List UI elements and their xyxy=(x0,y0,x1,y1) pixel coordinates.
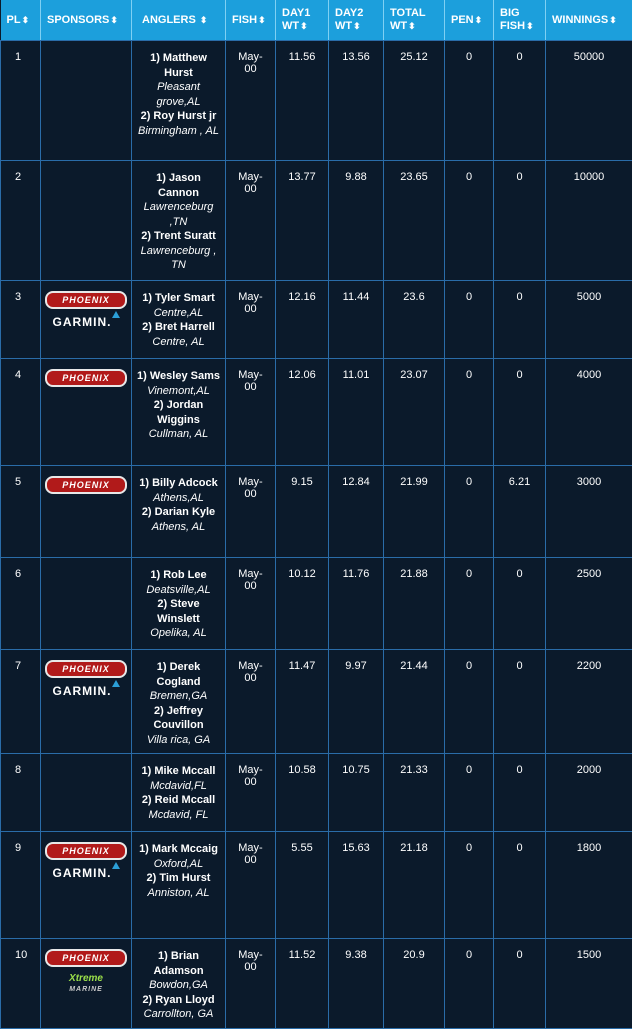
day1-weight-cell: 11.47 xyxy=(276,650,329,754)
big-fish-cell: 0 xyxy=(494,281,546,359)
angler-1-location: Mcdavid,FL xyxy=(150,780,207,792)
col-header-pl[interactable]: PL⬍ xyxy=(1,0,41,41)
anglers-cell xyxy=(132,650,226,754)
sponsors-cell xyxy=(41,832,132,939)
fish-cell: May-00 xyxy=(226,359,276,466)
total-weight-cell: 25.12 xyxy=(384,41,445,161)
sponsors-cell xyxy=(41,754,132,832)
table-body xyxy=(1,41,632,1029)
big-fish-cell: 0 xyxy=(494,832,546,939)
winnings-cell: 2500 xyxy=(546,558,632,650)
angler-1-name: 1) Wesley Sams xyxy=(137,370,220,382)
table-row xyxy=(1,558,632,650)
table-row xyxy=(1,281,632,359)
angler-2-name: 2) Darian Kyle xyxy=(142,506,215,518)
angler-1-name: 1) Derek Cogland xyxy=(157,661,201,688)
big-fish-cell: 0 xyxy=(494,558,546,650)
big-fish-cell: 0 xyxy=(494,650,546,754)
angler-2-location: Carrollton, GA xyxy=(144,1008,214,1020)
total-weight-cell: 23.07 xyxy=(384,359,445,466)
winnings-cell: 1500 xyxy=(546,939,632,1029)
fish-cell: May-00 xyxy=(226,161,276,281)
sort-icon: ⬍ xyxy=(475,15,483,25)
winnings-cell: 2000 xyxy=(546,754,632,832)
angler-2-name: 2) Roy Hurst jr xyxy=(141,110,217,122)
angler-2-name: 2) Jordan Wiggins xyxy=(154,399,204,426)
day2-weight-cell: 9.88 xyxy=(329,161,384,281)
angler-1-location: Pleasant grove,AL xyxy=(156,81,200,108)
angler-1-location: Oxford,AL xyxy=(154,858,204,870)
day2-weight-cell: 11.44 xyxy=(329,281,384,359)
phoenix-logo: PHOENIX xyxy=(45,842,127,860)
total-weight-cell: 23.65 xyxy=(384,161,445,281)
angler-2-location: Opelika, AL xyxy=(150,627,206,639)
angler-2-location: Birmingham , AL xyxy=(138,125,219,137)
anglers-cell xyxy=(132,466,226,558)
anglers-cell xyxy=(132,832,226,939)
sponsors-cell xyxy=(41,650,132,754)
table-row xyxy=(1,832,632,939)
fish-cell: May-00 xyxy=(226,832,276,939)
angler-1-name: 1) Rob Lee xyxy=(150,569,206,581)
phoenix-logo: PHOENIX xyxy=(45,476,127,494)
angler-1-name: 1) Mark Mccaig xyxy=(139,843,218,855)
sort-icon: ⬍ xyxy=(200,15,208,25)
sponsors-cell xyxy=(41,161,132,281)
penalty-cell: 0 xyxy=(445,650,494,754)
angler-1-name: 1) Billy Adcock xyxy=(139,477,217,489)
winnings-cell: 5000 xyxy=(546,281,632,359)
day1-weight-cell: 5.55 xyxy=(276,832,329,939)
angler-2-name: 2) Reid Mccall xyxy=(142,794,215,806)
sort-icon: ⬍ xyxy=(22,15,30,25)
big-fish-cell: 0 xyxy=(494,359,546,466)
winnings-cell: 10000 xyxy=(546,161,632,281)
col-header-sponsors[interactable]: SPONSORS⬍ xyxy=(41,0,132,41)
penalty-cell: 0 xyxy=(445,558,494,650)
place-cell: 5 xyxy=(1,466,41,558)
col-header-winnings[interactable]: WINNINGS⬍ xyxy=(546,0,632,41)
day1-weight-cell: 9.15 xyxy=(276,466,329,558)
day1-weight-cell: 13.77 xyxy=(276,161,329,281)
angler-2-location: Cullman, AL xyxy=(149,428,209,440)
day2-weight-cell: 9.97 xyxy=(329,650,384,754)
table-row xyxy=(1,754,632,832)
place-cell: 10 xyxy=(1,939,41,1029)
table-row xyxy=(1,41,632,161)
angler-1-name: 1) Brian Adamson xyxy=(153,950,203,977)
angler-1-location: Deatsville,AL xyxy=(146,584,210,596)
angler-1-location: Centre,AL xyxy=(154,307,204,319)
sort-icon: ⬍ xyxy=(408,21,416,31)
table-row xyxy=(1,650,632,754)
angler-2-location: Anniston, AL xyxy=(148,887,210,899)
angler-1-location: Bowdon,GA xyxy=(149,979,208,991)
garmin-triangle-icon xyxy=(112,862,120,869)
table-row xyxy=(1,939,632,1029)
penalty-cell: 0 xyxy=(445,359,494,466)
garmin-triangle-icon xyxy=(112,680,120,687)
phoenix-logo: PHOENIX xyxy=(45,291,127,309)
angler-1-location: Vinemont,AL xyxy=(147,385,210,397)
garmin-logo: GARMIN. xyxy=(53,866,120,880)
day1-weight-cell: 11.56 xyxy=(276,41,329,161)
angler-2-name: 2) Bret Harrell xyxy=(142,321,215,333)
place-cell: 9 xyxy=(1,832,41,939)
fish-cell: May-00 xyxy=(226,754,276,832)
place-cell: 3 xyxy=(1,281,41,359)
phoenix-logo: PHOENIX xyxy=(45,660,127,678)
day1-weight-cell: 10.58 xyxy=(276,754,329,832)
sort-icon: ⬍ xyxy=(353,21,361,31)
day2-weight-cell: 13.56 xyxy=(329,41,384,161)
place-cell: 4 xyxy=(1,359,41,466)
total-weight-cell: 23.6 xyxy=(384,281,445,359)
garmin-logo: GARMIN. xyxy=(53,315,120,329)
big-fish-cell: 0 xyxy=(494,161,546,281)
day1-weight-cell: 10.12 xyxy=(276,558,329,650)
big-fish-cell: 0 xyxy=(494,939,546,1029)
angler-1-name: 1) Jason Cannon xyxy=(156,172,201,199)
garmin-logo: GARMIN. xyxy=(53,684,120,698)
sort-icon: ⬍ xyxy=(526,21,534,31)
sponsors-cell xyxy=(41,558,132,650)
sponsors-cell xyxy=(41,41,132,161)
angler-2-location: Centre, AL xyxy=(152,336,204,348)
angler-2-location: Mcdavid, FL xyxy=(149,809,209,821)
angler-2-name: 2) Jeffrey Couvillon xyxy=(153,705,203,732)
total-weight-cell: 20.9 xyxy=(384,939,445,1029)
col-header-day1[interactable]: DAY1 WT⬍ xyxy=(276,0,329,41)
anglers-cell xyxy=(132,754,226,832)
place-cell: 7 xyxy=(1,650,41,754)
col-header-fish[interactable]: FISH⬍ xyxy=(226,0,276,41)
angler-2-name: 2) Ryan Lloyd xyxy=(142,994,214,1006)
sponsors-cell xyxy=(41,466,132,558)
table-row xyxy=(1,161,632,281)
penalty-cell: 0 xyxy=(445,939,494,1029)
day2-weight-cell: 11.76 xyxy=(329,558,384,650)
day2-weight-cell: 9.38 xyxy=(329,939,384,1029)
penalty-cell: 0 xyxy=(445,832,494,939)
big-fish-cell: 0 xyxy=(494,41,546,161)
table-row xyxy=(1,466,632,558)
place-cell: 1 xyxy=(1,41,41,161)
day1-weight-cell: 11.52 xyxy=(276,939,329,1029)
col-header-pen[interactable]: PEN⬍ xyxy=(445,0,494,41)
sponsors-cell xyxy=(41,939,132,1029)
penalty-cell: 0 xyxy=(445,466,494,558)
angler-1-location: Bremen,GA xyxy=(150,690,207,702)
table-header xyxy=(1,0,632,41)
day2-weight-cell: 15.63 xyxy=(329,832,384,939)
angler-1-name: 1) Tyler Smart xyxy=(142,292,215,304)
fish-cell: May-00 xyxy=(226,281,276,359)
total-weight-cell: 21.88 xyxy=(384,558,445,650)
big-fish-cell: 6.21 xyxy=(494,466,546,558)
angler-1-location: Athens,AL xyxy=(153,492,204,504)
day2-weight-cell: 11.01 xyxy=(329,359,384,466)
phoenix-logo: PHOENIX xyxy=(45,949,127,967)
xtreme-marine-logo: Xtreme MARINE xyxy=(69,973,103,995)
winnings-cell: 2200 xyxy=(546,650,632,754)
day2-weight-cell: 10.75 xyxy=(329,754,384,832)
total-weight-cell: 21.18 xyxy=(384,832,445,939)
fish-cell: May-00 xyxy=(226,650,276,754)
anglers-cell xyxy=(132,281,226,359)
place-cell: 2 xyxy=(1,161,41,281)
winnings-cell: 4000 xyxy=(546,359,632,466)
sort-icon: ⬍ xyxy=(609,15,617,25)
sponsors-cell xyxy=(41,281,132,359)
penalty-cell: 0 xyxy=(445,281,494,359)
day1-weight-cell: 12.06 xyxy=(276,359,329,466)
garmin-triangle-icon xyxy=(112,311,120,318)
winnings-cell: 1800 xyxy=(546,832,632,939)
fish-cell: May-00 xyxy=(226,558,276,650)
angler-2-name: 2) Steve Winslett xyxy=(157,598,200,625)
col-header-total[interactable]: TOTAL WT⬍ xyxy=(384,0,445,41)
angler-2-location: Athens, AL xyxy=(152,521,205,533)
total-weight-cell: 21.99 xyxy=(384,466,445,558)
anglers-cell xyxy=(132,41,226,161)
col-header-day2[interactable]: DAY2 WT⬍ xyxy=(329,0,384,41)
sort-icon: ⬍ xyxy=(258,15,266,25)
angler-2-name: 2) Trent Suratt xyxy=(141,230,216,242)
sponsors-cell xyxy=(41,359,132,466)
anglers-cell xyxy=(132,161,226,281)
sort-icon: ⬍ xyxy=(300,21,308,31)
phoenix-logo: PHOENIX xyxy=(45,369,127,387)
day1-weight-cell: 12.16 xyxy=(276,281,329,359)
big-fish-cell: 0 xyxy=(494,754,546,832)
winnings-cell: 3000 xyxy=(546,466,632,558)
winnings-cell: 50000 xyxy=(546,41,632,161)
anglers-cell xyxy=(132,558,226,650)
penalty-cell: 0 xyxy=(445,41,494,161)
angler-2-location: Villa rica, GA xyxy=(147,734,210,746)
penalty-cell: 0 xyxy=(445,161,494,281)
angler-1-name: 1) Mike Mccall xyxy=(142,765,216,777)
total-weight-cell: 21.33 xyxy=(384,754,445,832)
fish-cell: May-00 xyxy=(226,41,276,161)
day2-weight-cell: 12.84 xyxy=(329,466,384,558)
total-weight-cell: 21.44 xyxy=(384,650,445,754)
col-header-big-fish[interactable]: BIG FISH⬍ xyxy=(494,0,546,41)
sort-icon: ⬍ xyxy=(110,15,118,25)
col-header-anglers[interactable]: ANGLERS ⬍ xyxy=(132,0,226,41)
place-cell: 8 xyxy=(1,754,41,832)
table-row xyxy=(1,359,632,466)
angler-2-name: 2) Tim Hurst xyxy=(147,872,211,884)
anglers-cell xyxy=(132,939,226,1029)
penalty-cell: 0 xyxy=(445,754,494,832)
place-cell: 6 xyxy=(1,558,41,650)
fish-cell: May-00 xyxy=(226,939,276,1029)
angler-1-location: Lawrenceburg ,TN xyxy=(144,201,214,228)
fish-cell: May-00 xyxy=(226,466,276,558)
angler-2-location: Lawrenceburg , TN xyxy=(141,245,217,272)
anglers-cell xyxy=(132,359,226,466)
angler-1-name: 1) Matthew Hurst xyxy=(150,52,207,79)
